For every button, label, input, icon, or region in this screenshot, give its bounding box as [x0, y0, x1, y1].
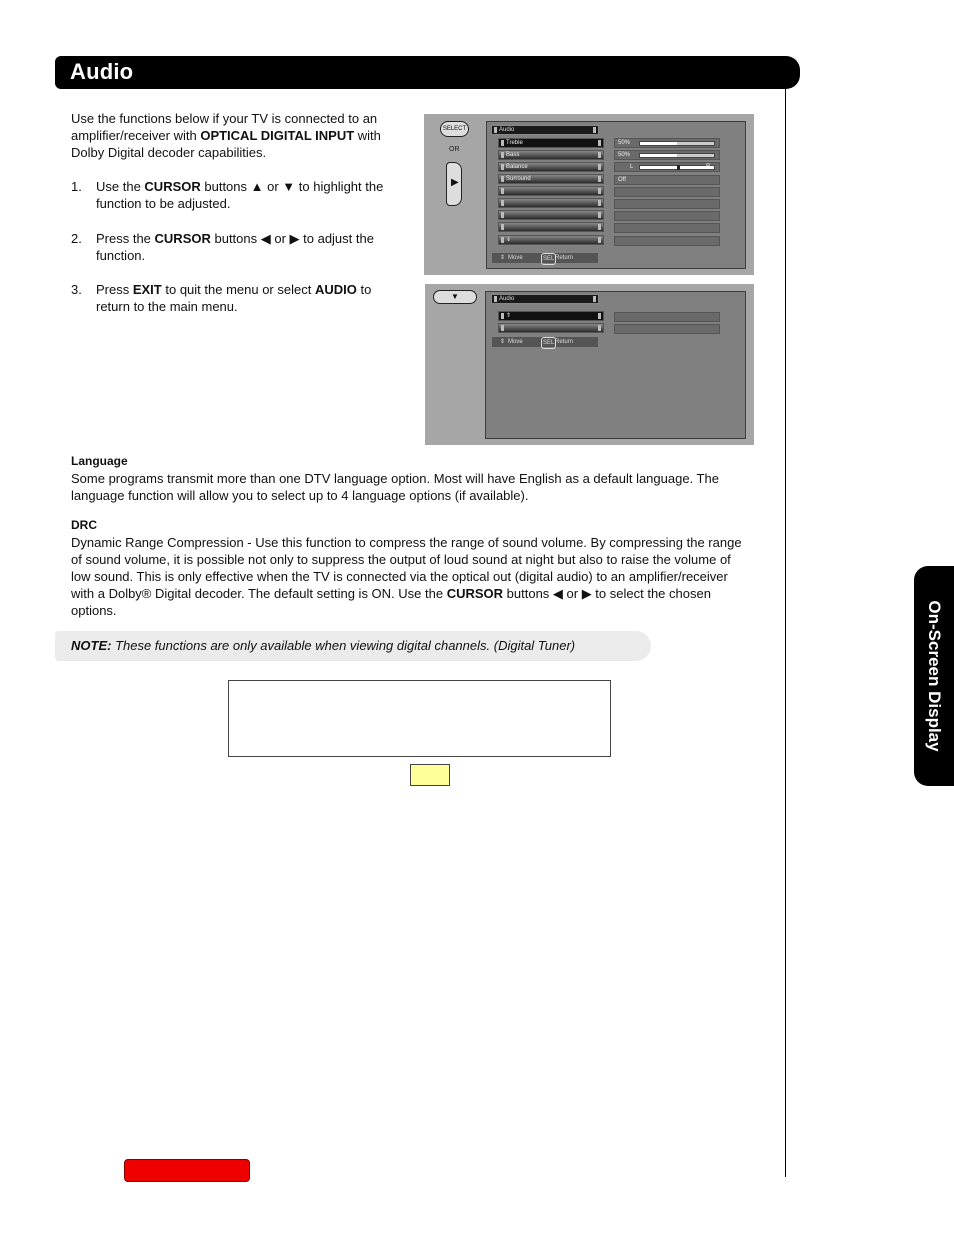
side-tab[interactable]	[914, 566, 954, 786]
menu-item-label: Treble	[506, 140, 523, 146]
step-text: to quit the menu or select	[161, 282, 315, 297]
step-bold: EXIT	[132, 282, 162, 297]
language-heading: Language	[71, 454, 128, 468]
intro-text-1: Use the functions below if your TV is connected to an amplifier/receiver with	[71, 111, 378, 143]
surround-value-row	[614, 175, 720, 185]
step-number: 3.	[71, 282, 82, 297]
bar-nub-icon	[598, 224, 601, 230]
balance-center-marker	[677, 165, 680, 170]
bass-slider-fill	[640, 154, 677, 157]
step-number: 2.	[71, 231, 82, 246]
menu-item-treble[interactable]	[498, 138, 604, 148]
updown-icon: ⇕	[500, 339, 506, 345]
intro-text	[71, 110, 401, 161]
bar-nub-icon	[598, 313, 601, 319]
menu-item-surround[interactable]	[498, 174, 604, 184]
menu-item-empty[interactable]	[498, 186, 604, 196]
bar-nub-icon	[598, 152, 601, 158]
bar-nub-icon	[501, 152, 504, 158]
bar-nub-icon	[598, 325, 601, 331]
cursor-pad-icon	[446, 162, 462, 206]
treble-value-row	[614, 138, 720, 148]
drc-text	[71, 534, 746, 619]
balance-left-label: L	[630, 164, 634, 170]
menu-item-language[interactable]	[498, 311, 604, 321]
bar-nub-icon	[598, 237, 601, 243]
menu-item-empty[interactable]	[498, 222, 604, 232]
bar-nub-icon	[494, 296, 497, 302]
value-row-empty	[614, 236, 720, 246]
up-scroll-icon: ⇑	[506, 313, 512, 319]
intro-bold: OPTICAL DIGITAL INPUT	[200, 128, 355, 143]
bar-nub-icon	[501, 140, 504, 146]
bar-nub-icon	[598, 188, 601, 194]
menu-item-empty[interactable]	[498, 210, 604, 220]
or-label: OR	[449, 146, 460, 153]
drc-bold: CURSOR	[446, 586, 504, 601]
step-bold: AUDIO	[314, 282, 357, 297]
step-1	[71, 178, 401, 212]
value-row-empty	[614, 324, 720, 334]
note-label: NOTE:	[71, 638, 112, 653]
yellow-box	[410, 764, 450, 786]
balance-right-label: R	[706, 164, 711, 170]
down-button-icon: ▼	[433, 290, 477, 304]
balance-slider[interactable]	[639, 165, 715, 170]
intro-text-2: with Dolby Digital decoder capabilities.	[71, 128, 381, 160]
bar-nub-icon	[501, 200, 504, 206]
value-row-empty	[614, 199, 720, 209]
sel-key-icon: SEL	[541, 253, 556, 265]
language-text: Some programs transmit more than one DTV language option. Most will have English as a default language. The language function will allow you to select up to 4 language options (if available).	[71, 471, 719, 503]
treble-value: 50%	[618, 140, 631, 146]
empty-frame	[228, 680, 611, 757]
menu-title: Audio	[499, 296, 515, 302]
menu-item-bass[interactable]	[498, 150, 604, 160]
note-box	[55, 631, 651, 661]
down-scroll-icon: ⇓	[506, 237, 512, 243]
value-row-empty	[614, 223, 720, 233]
bar-nub-icon	[501, 212, 504, 218]
menu-item-label: Surround	[506, 176, 531, 182]
step-number: 1.	[71, 179, 82, 194]
menu-footer	[492, 253, 598, 263]
step-bold: CURSOR	[144, 179, 201, 194]
bar-nub-icon	[494, 127, 497, 133]
footer-move: Move	[508, 339, 523, 345]
footer-return: Return	[555, 339, 574, 345]
bar-nub-icon	[501, 176, 504, 182]
value-row-empty	[614, 312, 720, 322]
drc-text-1: Dynamic Range Compression - Use this function to compress the range of sound volume. By compressing the range of sound volume, it is possible not only to suppress the output of loud sound at night but also to raise the volume of low sound. This is only effective when the TV is connected via the optical out (digital audio) to an amplifier/receiver with a Dolby® Digital decoder. The default setting is ON. Use the	[71, 535, 742, 601]
sel-key-icon: SEL	[541, 337, 556, 349]
menu-title-bar	[491, 125, 599, 135]
step-bold: CURSOR	[154, 231, 211, 246]
bar-nub-icon	[598, 140, 601, 146]
header-bar	[55, 56, 800, 89]
bass-value-row	[614, 150, 720, 160]
bar-nub-icon	[501, 313, 504, 319]
bar-nub-icon	[593, 296, 596, 302]
side-tab-label: On-Screen Display	[925, 600, 944, 752]
note-body: These functions are only available when viewing digital channels. (Digital Tuner)	[111, 638, 576, 653]
red-button[interactable]	[124, 1159, 250, 1182]
bar-nub-icon	[501, 188, 504, 194]
bass-slider[interactable]	[639, 153, 715, 158]
step-text: buttons ▲ or ▼ to highlight the function to be adjusted.	[96, 179, 384, 211]
bass-value: 50%	[618, 152, 631, 158]
menu-item-label: Bass	[506, 152, 520, 158]
step-text: to return to the main menu.	[96, 282, 372, 314]
menu-item-label: Balance	[506, 164, 528, 170]
bar-nub-icon	[501, 325, 504, 331]
step-2	[71, 230, 401, 264]
page-title: Audio	[70, 59, 134, 84]
step-3	[71, 281, 401, 315]
treble-slider[interactable]	[639, 141, 715, 146]
step-text: Press	[96, 282, 133, 297]
balance-value-row	[614, 162, 720, 172]
surround-value: Off	[618, 177, 626, 183]
drc-heading: DRC	[71, 518, 97, 532]
value-row-empty	[614, 187, 720, 197]
right-arrow-icon: ▶	[451, 177, 459, 188]
bar-nub-icon	[501, 224, 504, 230]
right-rule	[785, 89, 786, 1177]
drc-text-2: buttons ◀ or ▶ to select the chosen options.	[71, 586, 711, 618]
bar-nub-icon	[501, 237, 504, 243]
treble-slider-fill	[640, 142, 677, 145]
bar-nub-icon	[501, 164, 504, 170]
menu-title: Audio	[499, 127, 515, 133]
menu-item-empty[interactable]	[498, 235, 604, 245]
menu-item-drc[interactable]	[498, 323, 604, 333]
note-text	[71, 638, 575, 653]
step-text: buttons ◀ or ▶ to adjust the function.	[96, 231, 374, 263]
bar-nub-icon	[598, 200, 601, 206]
menu-item-balance[interactable]	[498, 162, 604, 172]
select-button-icon: SELECT	[440, 121, 469, 137]
menu-item-empty[interactable]	[498, 198, 604, 208]
bar-nub-icon	[598, 212, 601, 218]
menu-title-bar	[491, 294, 599, 304]
updown-icon: ⇕	[500, 255, 506, 261]
step-text: Press the	[96, 231, 155, 246]
footer-move: Move	[508, 255, 523, 261]
step-text: Use the	[96, 179, 145, 194]
footer-return: Return	[555, 255, 574, 261]
bar-nub-icon	[598, 176, 601, 182]
value-row-empty	[614, 211, 720, 221]
bar-nub-icon	[593, 127, 596, 133]
menu-footer	[492, 337, 598, 347]
bar-nub-icon	[598, 164, 601, 170]
